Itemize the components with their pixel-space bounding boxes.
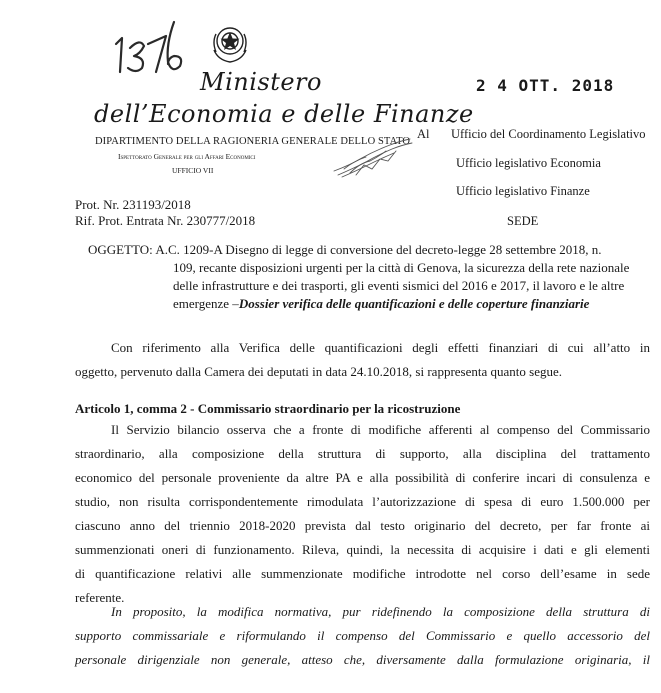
recipient-item: SEDE <box>507 214 539 228</box>
subject-line: emergenze –Dossier verifica delle quantificazioni e delle coperture finanziarie <box>173 296 590 311</box>
text-line: oggetto, pervenuto dalla Camera dei deputati in data 24.10.2018, si rappresenta quanto segue. <box>75 364 562 379</box>
text-line: personale dirigenziale non generale, atteso che, diversamente dalla formulazione originaria, il <box>75 652 650 667</box>
subject-line: 109, recante disposizioni urgenti per la città di Genova, la sicurezza della rete nazionale <box>173 260 630 275</box>
recipient-item: Ufficio legislativo Economia <box>456 156 601 170</box>
paragraph-2 <box>75 600 650 672</box>
text-line: summenzionati oneri di funzionamento. Rileva, quindi, la necessita di acquisire i dati e gli elementi <box>75 542 650 557</box>
text-line: ciascuno anno del triennio 2018-2020 prevista dal testo originario del decreto, per far fronte ai <box>75 518 650 533</box>
text-line: In proposito, la modifica normativa, pur ridefinendo la composizione della struttura di <box>111 604 650 619</box>
text-line: Con riferimento alla Verifica delle quantificazioni degli effetti finanziari di cui all’atto in <box>111 340 650 355</box>
text-line: studio, non risulta corrispondentemente rimodulata l’autorizzazione di spesa di euro 1.500.000 per <box>75 494 650 509</box>
recipient-item: Ufficio legislativo Finanze <box>456 184 590 198</box>
section-heading: Articolo 1, comma 2 - Commissario straordinario per la ricostruzione <box>75 401 461 416</box>
subject-label: OGGETTO: <box>88 242 153 257</box>
recipients-label: Al <box>417 127 430 141</box>
subject-line: OGGETTO: A.C. 1209-A Disegno di legge di conversione del decreto-legge 28 settembre 2018, n. <box>88 242 602 257</box>
text-line: straordinario, alla composizione della struttura di supporto, alla disciplina del trattamento <box>75 446 650 461</box>
subject-dossier-title: Dossier verifica delle quantificazioni e delle coperture finanziarie <box>238 296 590 311</box>
ministry-name-line2: dell’Economia e delle Finanze <box>94 100 474 128</box>
text-line: economico del personale proveniente da altre PA e alla possibilità di conferire incari di consulenza e <box>75 470 650 485</box>
paragraph-1 <box>75 418 650 610</box>
signature-scribble <box>330 135 415 180</box>
date-stamp: 2 4 OTT. 2018 <box>476 76 615 95</box>
handwritten-number <box>110 14 190 84</box>
subject-block <box>88 241 648 313</box>
inspectorate-name: Ispettorato Generale per gli Affari Economici <box>118 152 256 161</box>
department-name: DIPARTIMENTO DELLA RAGIONERIA GENERALE DELLO STATO <box>95 136 411 147</box>
intro-paragraph <box>75 336 650 384</box>
subject-line: delle infrastrutture e dei trasporti, gli eventi sismici del 2016 e 2017, il lavoro e le altre <box>173 278 625 293</box>
office-name: UFFICIO VII <box>172 166 214 175</box>
reference-protocol: Rif. Prot. Entrata Nr. 230777/2018 <box>75 213 256 228</box>
text-line: supporto commissariale e riformulando il compenso del Commissario e quello accessorio del <box>75 628 650 643</box>
recipient-item: Ufficio del Coordinamento Legislativo <box>451 127 646 141</box>
republic-emblem-icon <box>210 20 250 64</box>
ministry-name-line1: Ministero <box>200 68 322 96</box>
text-line: referente. <box>75 590 125 605</box>
text-line: Il Servizio bilancio osserva che a fronte di modifiche afferenti al compenso del Commissario <box>111 422 650 437</box>
text-line: di quantificazione relativi alle summenzionate modifiche introdotte nel corso dell’esame in sede <box>75 566 650 581</box>
protocol-number: Prot. Nr. 231193/2018 <box>75 197 191 212</box>
